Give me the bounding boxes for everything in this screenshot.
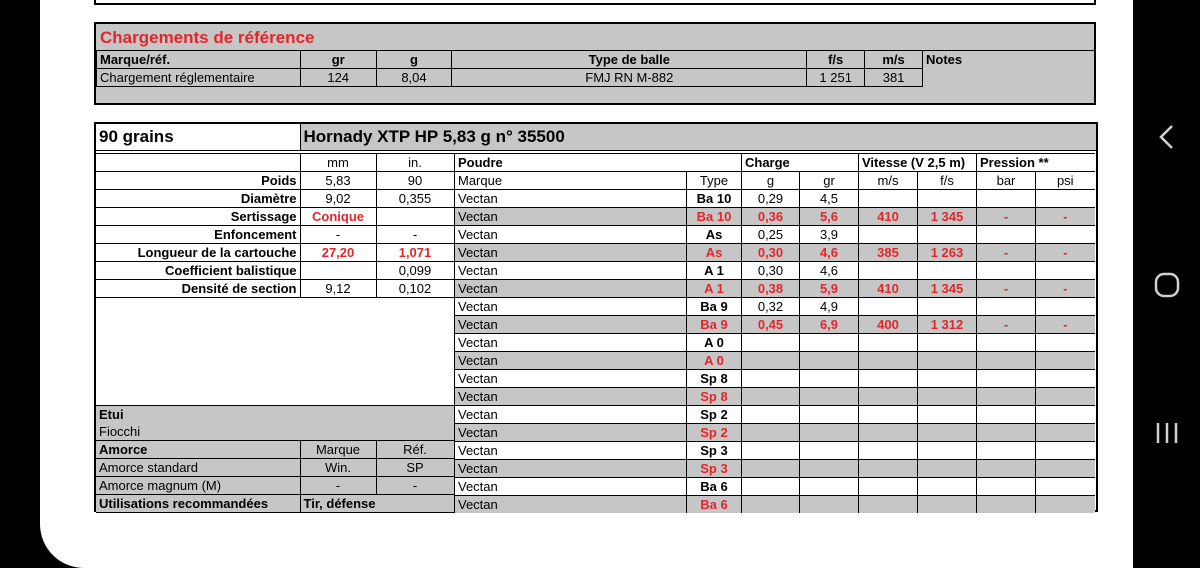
load-cell-fs [918,298,977,316]
load-cell-bar [977,190,1036,208]
amorce-label: Amorce [96,441,300,459]
load-cell-gr: 4,6 [800,244,859,262]
amorce-row-name: Amorce standard [96,459,300,477]
spec-row: Sertissage Conique [96,208,454,226]
load-cell-gr [800,334,859,352]
load-cell-g: 0,29 [742,190,800,208]
ref-header-marque: Marque/réf. [97,51,301,69]
load-cell-fs [918,496,977,514]
load-cell-g [742,460,800,478]
load-cell-bar [977,298,1036,316]
load-cell-ms: 410 [859,208,918,226]
amorce-col-ref: Réf. [376,441,454,459]
load-cell-type: Ba 10 [687,208,742,226]
load-cell-g [742,442,800,460]
load-cell-marque: Vectan [455,208,687,226]
load-row [455,406,1095,424]
load-cell-g: 0,45 [742,316,800,334]
load-cell-psi [1036,460,1095,478]
load-cell-bar [977,226,1036,244]
load-cell-fs [918,406,977,424]
load-cell-psi [1036,262,1095,280]
load-cell-type: A 0 [687,334,742,352]
back-icon[interactable] [1133,120,1200,154]
ref-header-g: g [376,51,452,69]
load-cell-ms: 385 [859,244,918,262]
load-cell-ms [859,406,918,424]
load-cell-marque: Vectan [455,424,687,442]
load-cell-ms [859,298,918,316]
spec-row: Poids 5,83 90 [96,172,454,190]
load-cell-ms [859,190,918,208]
caliber-label: 90 grains [96,124,300,151]
load-cell-type: Sp 8 [687,370,742,388]
load-cell-ms [859,262,918,280]
sub-header-gr: gr [800,172,859,190]
load-cell-fs [918,334,977,352]
load-cell-marque: Vectan [455,226,687,244]
amorce-row-ref: SP [376,459,454,477]
load-cell-type: As [687,226,742,244]
load-row [455,190,1095,208]
charge-header: Charge [742,154,859,172]
load-row [455,244,1095,262]
load-cell-ms [859,334,918,352]
load-cell-g: 0,36 [742,208,800,226]
load-row [455,370,1095,388]
load-cell-type: A 1 [687,280,742,298]
load-cell-bar [977,262,1036,280]
load-cell-type: Sp 3 [687,442,742,460]
load-cell-psi: - [1036,244,1095,262]
load-cell-psi [1036,352,1095,370]
load-cell-gr [800,478,859,496]
load-cell-psi [1036,370,1095,388]
load-cell-marque: Vectan [455,460,687,478]
load-cell-bar [977,424,1036,442]
android-nav-bar [1133,0,1200,568]
load-row [455,226,1095,244]
velocity-header: Vitesse (V 2,5 m) [859,154,977,172]
ref-header-type: Type de balle [452,51,807,69]
sub-header-psi: psi [1036,172,1095,190]
load-cell-fs [918,442,977,460]
sub-header-marque: Marque [455,172,687,190]
load-cell-g [742,352,800,370]
powder-header: Poudre [455,154,742,172]
powder-loads-table [454,153,1095,513]
pressure-header: Pression ** [977,154,1095,172]
ref-header-ms: m/s [865,51,923,69]
load-cell-marque: Vectan [455,388,687,406]
load-cell-g [742,370,800,388]
load-cell-fs: 1 263 [918,244,977,262]
load-cell-fs [918,478,977,496]
load-cell-g: 0,32 [742,298,800,316]
load-cell-ms [859,352,918,370]
ref-cell-ms: 381 [865,69,923,87]
load-cell-bar: - [977,208,1036,226]
load-cell-type: Ba 10 [687,190,742,208]
load-cell-gr [800,352,859,370]
load-cell-g [742,406,800,424]
ref-header-notes: Notes [923,51,1095,69]
load-cell-bar [977,334,1036,352]
load-row [455,334,1095,352]
load-cell-type: Sp 3 [687,460,742,478]
load-cell-ms: 400 [859,316,918,334]
load-cell-bar: - [977,280,1036,298]
load-cell-g [742,388,800,406]
load-row [455,280,1095,298]
load-cell-type: Sp 2 [687,406,742,424]
load-cell-psi [1036,424,1095,442]
load-cell-fs [918,226,977,244]
load-cell-type: Sp 2 [687,424,742,442]
load-cell-gr [800,442,859,460]
load-cell-psi [1036,226,1095,244]
ref-cell-gr: 124 [300,69,376,87]
load-cell-type: Ba 9 [687,316,742,334]
load-row [455,442,1095,460]
load-cell-fs [918,370,977,388]
sub-header-g: g [742,172,800,190]
load-cell-g [742,478,800,496]
load-cell-fs [918,262,977,280]
load-cell-gr [800,424,859,442]
load-cell-marque: Vectan [455,262,687,280]
load-cell-psi [1036,388,1095,406]
spec-row: Longueur de la cartouche 27,20 1,071 [96,244,454,262]
load-cell-bar [977,442,1036,460]
amorce-row-marque: Win. [300,459,376,477]
load-cell-type: Ba 6 [687,478,742,496]
load-cell-gr [800,370,859,388]
blank-area [96,298,454,406]
load-cell-gr [800,388,859,406]
load-row [455,316,1095,334]
load-cell-ms [859,442,918,460]
load-cell-bar [977,496,1036,514]
load-cell-gr: 4,5 [800,190,859,208]
load-cell-gr [800,460,859,478]
load-cell-fs: 1 345 [918,208,977,226]
load-cell-bar [977,370,1036,388]
load-cell-marque: Vectan [455,316,687,334]
load-cell-g: 0,25 [742,226,800,244]
load-cell-g: 0,30 [742,262,800,280]
load-cell-gr [800,406,859,424]
load-cell-marque: Vectan [455,478,687,496]
load-cell-fs [918,460,977,478]
load-cell-type: Sp 8 [687,388,742,406]
load-cell-ms [859,370,918,388]
load-cell-gr: 4,9 [800,298,859,316]
load-cell-psi [1036,298,1095,316]
load-data-section [94,122,1098,512]
load-cell-marque: Vectan [455,244,687,262]
amorce-row-name: Amorce magnum (M) [96,477,300,495]
load-cell-ms [859,478,918,496]
load-row [455,208,1095,226]
ref-header-gr: gr [300,51,376,69]
etui-label: Etui [96,406,454,424]
load-cell-g [742,334,800,352]
reference-loads-section [94,22,1096,105]
load-cell-marque: Vectan [455,190,687,208]
recents-icon[interactable] [1133,416,1200,450]
bullet-label: Hornady XTP HP 5,83 g n° 35500 [300,124,1096,151]
load-cell-bar [977,388,1036,406]
load-cell-g: 0,30 [742,244,800,262]
spec-row: Coefficient balistique 0,099 [96,262,454,280]
spec-row: Diamètre 9,02 0,355 [96,190,454,208]
load-cell-fs [918,388,977,406]
load-cell-psi [1036,190,1095,208]
load-cell-g [742,496,800,514]
bullet-specs-table [96,153,455,513]
load-cell-ms [859,388,918,406]
load-cell-fs: 1 312 [918,316,977,334]
load-cell-fs: 1 345 [918,280,977,298]
load-cell-ms: 410 [859,280,918,298]
load-cell-psi: - [1036,208,1095,226]
load-row [455,262,1095,280]
ref-cell-g: 8,04 [376,69,452,87]
load-cell-marque: Vectan [455,352,687,370]
load-cell-type: Ba 9 [687,298,742,316]
load-cell-fs [918,190,977,208]
load-cell-type: As [687,244,742,262]
reference-title: Chargements de référence [100,28,315,47]
load-cell-marque: Vectan [455,442,687,460]
home-icon[interactable] [1133,268,1200,302]
load-cell-gr: 4,6 [800,262,859,280]
ref-cell-type: FMJ RN M-882 [452,69,807,87]
load-cell-gr: 3,9 [800,226,859,244]
usage-label: Utilisations recommandées [96,495,300,513]
load-cell-gr: 5,9 [800,280,859,298]
load-cell-marque: Vectan [455,496,687,514]
sub-header-fs: f/s [918,172,977,190]
etui-value: Fiocchi [96,423,454,441]
load-cell-marque: Vectan [455,298,687,316]
reference-table [96,50,1094,87]
load-cell-marque: Vectan [455,406,687,424]
load-cell-g: 0,38 [742,280,800,298]
unit-in: in. [376,154,454,172]
load-cell-marque: Vectan [455,334,687,352]
document-viewer [40,0,1133,568]
sub-header-type: Type [687,172,742,190]
ref-cell-marque: Chargement réglementaire [97,69,301,87]
usage-value: Tir, défense [300,495,454,513]
load-cell-g [742,424,800,442]
load-cell-gr: 5,6 [800,208,859,226]
load-cell-type: A 1 [687,262,742,280]
load-cell-fs [918,424,977,442]
load-cell-psi: - [1036,316,1095,334]
load-row [455,424,1095,442]
load-cell-marque: Vectan [455,370,687,388]
load-cell-bar [977,478,1036,496]
reloading-sheet [92,0,1098,560]
sub-header-ms: m/s [859,172,918,190]
load-cell-ms [859,424,918,442]
amorce-row-ref: - [376,477,454,495]
load-cell-fs [918,352,977,370]
load-cell-gr: 6,9 [800,316,859,334]
amorce-col-marque: Marque [300,441,376,459]
spec-row: Densité de section 9,12 0,102 [96,280,454,298]
sub-header-bar: bar [977,172,1036,190]
load-cell-ms [859,496,918,514]
spec-row: Enfoncement - - [96,226,454,244]
load-cell-bar [977,460,1036,478]
unit-mm: mm [300,154,376,172]
load-cell-psi [1036,442,1095,460]
load-cell-psi [1036,478,1095,496]
load-row [455,478,1095,496]
load-row [455,460,1095,478]
load-cell-bar: - [977,244,1036,262]
load-cell-ms [859,460,918,478]
ref-cell-notes [923,69,1095,87]
load-cell-ms [859,226,918,244]
load-cell-type: A 0 [687,352,742,370]
previous-table-edge [94,0,1096,5]
load-row [455,298,1095,316]
load-cell-type: Ba 6 [687,496,742,514]
load-cell-bar [977,406,1036,424]
load-cell-marque: Vectan [455,280,687,298]
load-cell-bar: - [977,316,1036,334]
amorce-row-marque: - [300,477,376,495]
load-row [455,352,1095,370]
load-cell-bar [977,352,1036,370]
load-cell-psi [1036,496,1095,514]
load-row [455,388,1095,406]
load-row [455,496,1095,514]
load-cell-gr [800,496,859,514]
load-cell-psi [1036,334,1095,352]
load-cell-psi [1036,406,1095,424]
load-header [96,124,1096,151]
ref-cell-fs: 1 251 [807,69,865,87]
load-cell-psi: - [1036,280,1095,298]
ref-header-fs: f/s [807,51,865,69]
